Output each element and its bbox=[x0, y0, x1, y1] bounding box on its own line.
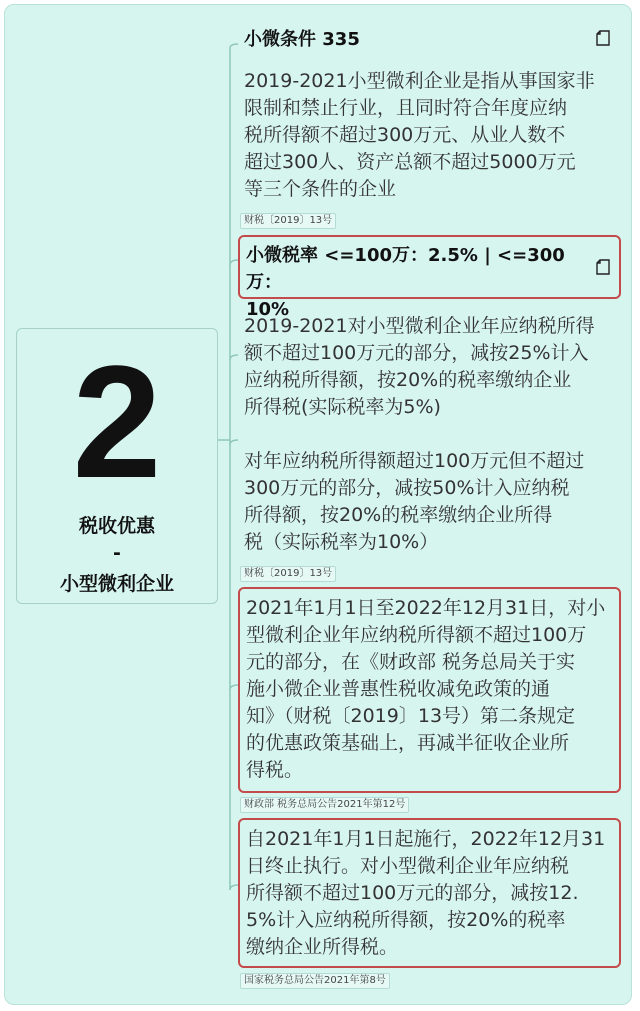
tax-rates-line-1: 小微税率 <=100万：2.5% | <=300万： bbox=[246, 245, 565, 293]
rule-12-5-line-5: 缴纳企业所得税。 bbox=[246, 936, 399, 958]
reference-tag: 国家税务总局公告2021年第8号 bbox=[240, 973, 390, 989]
root-title-line3: 小型微利企业 bbox=[59, 573, 174, 595]
rule-2021-12-5-percent[interactable] bbox=[246, 826, 616, 961]
root-number: 2 bbox=[72, 332, 162, 511]
rule-1m-to-3m-line-2: 300万元的部分，减按50%计入应纳税 bbox=[244, 477, 570, 499]
rule-12-5-line-3: 所得额不超过100万元的部分，减按12. bbox=[246, 882, 579, 904]
rule-2021-halving-line-4: 施小微企业普惠性税收减免政策的通 bbox=[246, 678, 551, 700]
rule-under-1m-line-2: 额不超过100万元的部分，减按25%计入 bbox=[244, 342, 589, 364]
conditions-text bbox=[244, 68, 624, 203]
rule-12-5-line-1: 自2021年1月1日起施行，2022年12月31 bbox=[246, 828, 606, 850]
tax-rates-line-2: 10% bbox=[246, 299, 290, 320]
rule-2021-halving-line-1: 2021年1月1日至2022年12月31日，对小 bbox=[246, 597, 606, 619]
rule-1m-to-3m[interactable] bbox=[244, 448, 624, 556]
rule-2021-halving-line-2: 型微利企业年应纳税所得额不超过100万 bbox=[246, 624, 587, 646]
topic-tax-rates[interactable] bbox=[246, 242, 596, 323]
rule-under-1m-line-1: 2019-2021对小型微利企业年应纳税所得 bbox=[244, 315, 595, 337]
conditions-line-4: 超过300人、资产总额不超过5000万元 bbox=[244, 151, 576, 173]
rule-2021-halving-line-6: 的优惠政策基础上，再减半征收企业所 bbox=[246, 732, 570, 754]
rule-under-1m[interactable] bbox=[244, 313, 624, 421]
note-icon[interactable] bbox=[596, 259, 610, 275]
conditions-line-5: 等三个条件的企业 bbox=[244, 178, 397, 200]
root-title-dash: - bbox=[113, 542, 121, 564]
rule-2021-halving[interactable] bbox=[246, 595, 616, 784]
note-icon[interactable] bbox=[596, 30, 610, 46]
reference-tag: 财税〔2019〕13号 bbox=[240, 213, 336, 229]
rule-under-1m-line-4: 所得税(实际税率为5%) bbox=[244, 396, 441, 418]
topic-conditions-title: 小微条件 335 bbox=[244, 29, 360, 50]
rule-1m-to-3m-line-3: 所得额，按20%的税率缴纳企业所得 bbox=[244, 504, 553, 526]
conditions-line-2: 限制和禁止行业，且同时符合年度应纳 bbox=[244, 97, 568, 119]
conditions-line-1: 2019-2021小型微利企业是指从事国家非 bbox=[244, 70, 595, 92]
rule-1m-to-3m-line-4: 税（实际税率为10%） bbox=[244, 531, 439, 553]
rule-1m-to-3m-line-1: 对年应纳税所得额超过100万元但不超过 bbox=[244, 450, 585, 472]
rule-under-1m-line-3: 应纳税所得额，按20%的税率缴纳企业 bbox=[244, 369, 572, 391]
rule-2021-halving-line-3: 元的部分，在《财政部 税务总局关于实 bbox=[246, 651, 576, 673]
rule-2021-halving-line-5: 知》（财税〔2019〕13号）第二条规定 bbox=[246, 705, 576, 727]
reference-tag: 财税〔2019〕13号 bbox=[240, 566, 336, 582]
root-topic[interactable] bbox=[16, 328, 218, 604]
topic-conditions[interactable] bbox=[244, 26, 614, 53]
conditions-line-3: 税所得额不超过300万元、从业人数不 bbox=[244, 124, 566, 146]
rule-2021-halving-line-7: 得税。 bbox=[246, 759, 304, 781]
reference-tag: 财政部 税务总局公告2021年第12号 bbox=[240, 797, 409, 813]
rule-12-5-line-2: 日终止执行。对小型微利企业年应纳税 bbox=[246, 855, 570, 877]
root-title-line1: 税收优惠 bbox=[78, 515, 155, 537]
rule-12-5-line-4: 5%计入应纳税所得额，按20%的税率 bbox=[246, 909, 566, 931]
